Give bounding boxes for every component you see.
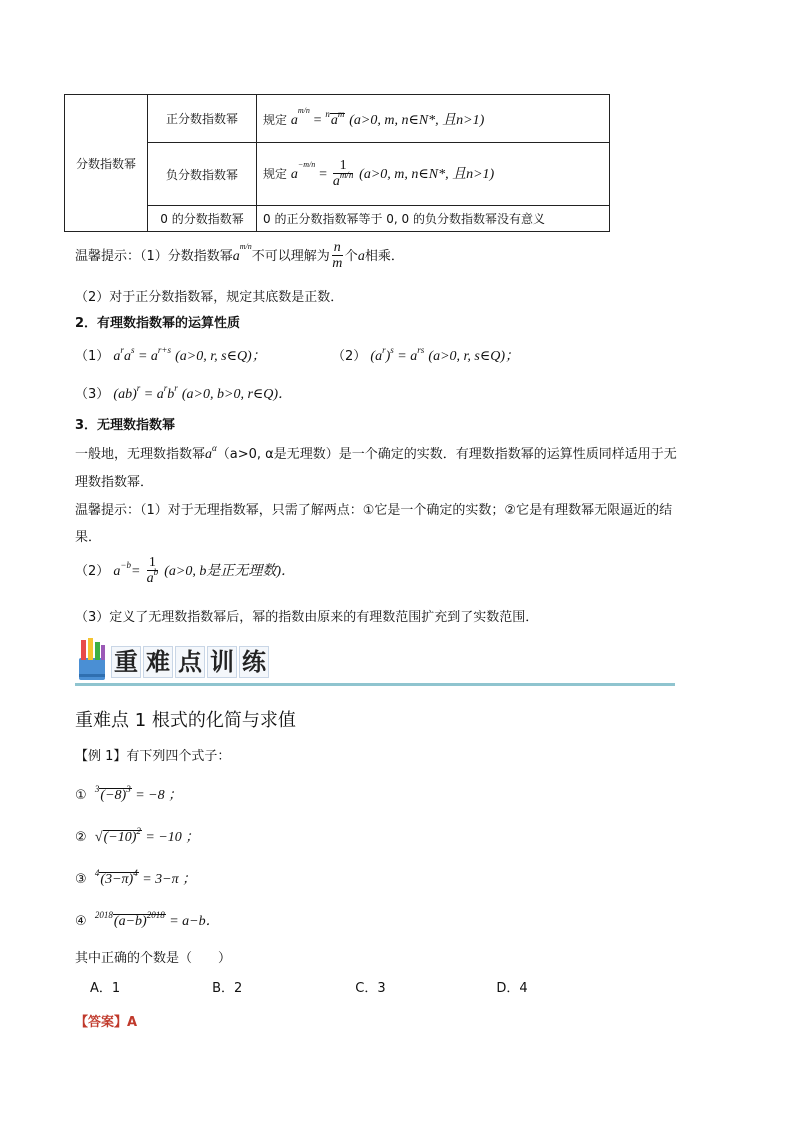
row-zero-name: 0 的分数指数幂: [148, 206, 257, 232]
row-positive-name: 正分数指数幂: [148, 95, 257, 143]
option-d: D．4: [496, 981, 528, 996]
answer-label: 【答案】: [75, 1015, 128, 1030]
banner-char: 训: [207, 646, 237, 678]
section-3-para-line2: 理数指数幂．: [75, 475, 154, 490]
example-item-2: ② $√(-10)^2 = -10$ ；: [75, 826, 200, 845]
banner-char: 练: [239, 646, 269, 678]
pencils-icon: [75, 636, 111, 682]
example-item-4: ④ $^{2018}(a-b)^{2018} = a-b$．: [75, 910, 220, 929]
option-c: C．3: [355, 981, 386, 996]
property-2: （2） $(a^r)^s = a^{rs}$ (a>0, r, s∈Q)；: [332, 345, 519, 364]
example-item-3: ③ $^4(3-\pi)^4 = 3-\pi$ ；: [75, 868, 197, 887]
example-question: 其中正确的个数是（ ）: [75, 951, 232, 966]
section-3-tip-3: （3）定义了无理数指数幂后，幂的指数由原来的有理数范围扩充到了实数范围．: [75, 610, 539, 625]
row-negative-def: 规定 $a^{-m/n}$ = $\frac{1}{a^{m/n}}$ (a>0, m, n∈N*, 且n>1): [257, 143, 610, 206]
section-3-tip-line1: 温馨提示：（1）对于无理指数幂，只需了解两点：①它是一个确定的实数；②它是有理数幂无限逼近的结: [75, 503, 673, 518]
example-label: 【例 1】有下列四个式子：: [75, 749, 231, 764]
fractional-exponent-table: [64, 94, 610, 232]
tip-2: （2）对于正分数指数幂，规定其底数是正数．: [75, 290, 344, 305]
row-negative-name: 负分数指数幂: [148, 143, 257, 206]
banner-char: 难: [143, 646, 173, 678]
row-positive-def: 规定 $a^{m/n} = ^na^m$ (a>0, m, n∈N*, 且n>1): [257, 95, 610, 143]
option-a: A．1: [90, 981, 121, 996]
banner-rule: [75, 683, 675, 686]
example-item-1: ① $^3(-8)^3 = -8$ ；: [75, 784, 183, 803]
section-3-tip-2: （2） $a^{-b}=$ $\frac{1}{a^b}$ (a>0, b是正无理数)．: [75, 555, 296, 586]
banner-char: 点: [175, 646, 205, 678]
section-3-para-line1: 一般地，无理数指数幂$a^\alpha(a>0$, α是无理数）是一个确定的实数．有理数指数幂的运算性质同样适用于无: [75, 443, 677, 462]
tip-1: 温馨提示：（1）分数指数幂$a^{m/n}$不可以理解为 $\frac{n}{m}$ 个a相乘．: [75, 240, 404, 271]
key-training-banner: [75, 636, 675, 688]
key-point-title: 重难点 1 根式的化简与求值: [75, 710, 296, 731]
section-3-tip-line2: 果．: [75, 530, 102, 545]
banner-char: 重: [111, 646, 141, 678]
option-b: B．2: [212, 981, 243, 996]
property-3: （3） $(ab)^r = a^rb^r$ (a>0, b>0, r∈Q)．: [75, 383, 293, 402]
section-2-heading: 2．有理数指数幂的运算性质: [75, 316, 241, 331]
table-category: 分数指数幂: [65, 95, 148, 232]
section-3-heading: 3．无理数指数幂: [75, 418, 176, 433]
answer: [75, 1011, 137, 1030]
answer-value: A: [127, 1015, 138, 1030]
answer-options: [90, 977, 528, 996]
row-zero-def: 0 的正分数指数幂等于 0, 0 的负分数指数幂没有意义: [257, 206, 610, 232]
banner-title: [111, 646, 269, 680]
property-1: （1） $a^ra^s = a^{r+s}$ (a>0, r, s∈Q)；: [75, 345, 266, 364]
